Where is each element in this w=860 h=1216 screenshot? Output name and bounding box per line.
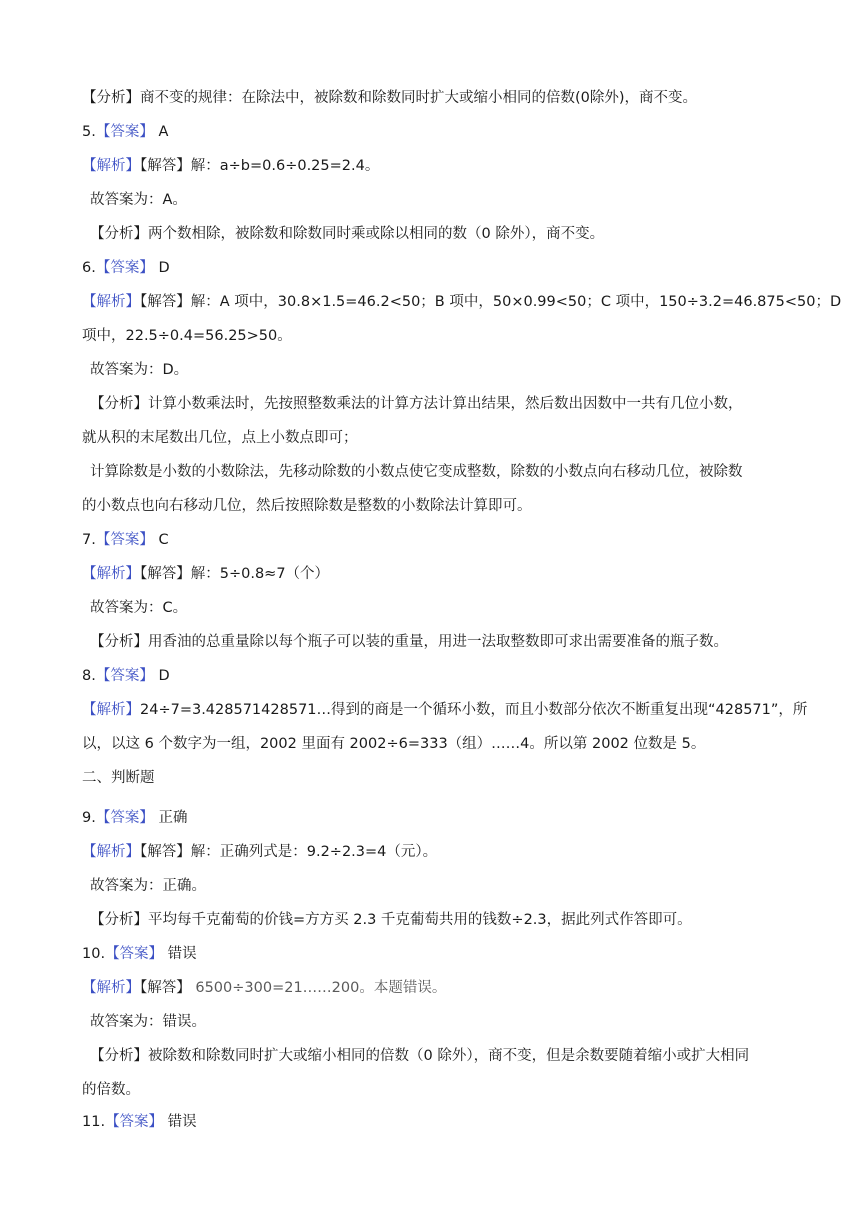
question-number: 5. bbox=[82, 124, 96, 140]
question-number: 9. bbox=[82, 810, 96, 826]
text: 解：a÷b=0.6÷0.25=2.4。 bbox=[190, 158, 380, 174]
text: 解：A 项中，30.8×1.5=46.2<50；B 项中，50×0.99<50；C 项中，150÷3.2=46.875<50；D bbox=[190, 294, 842, 310]
q10-answer-line bbox=[82, 944, 197, 964]
jieda-tag: 【解答】 bbox=[140, 566, 191, 582]
jieda-tag: 【解答】 bbox=[140, 294, 191, 310]
jiexi-tag: 【解析】 bbox=[82, 980, 140, 996]
question-number: 6. bbox=[82, 260, 96, 276]
question-number: 8. bbox=[82, 668, 96, 684]
q5-jiexi-line bbox=[82, 156, 379, 176]
text: 被除数和除数同时扩大或缩小相同的倍数（0 除外），商不变，但是余数要随着缩小或扩大相同 bbox=[148, 1048, 750, 1064]
answer-value: 错误 bbox=[163, 946, 197, 962]
text: 24÷7=3.428571428571…得到的商是一个循环小数，而且小数部分依次不断重复出现“428571”，所 bbox=[140, 702, 808, 718]
analysis-line bbox=[82, 88, 697, 108]
text: 两个数相除，被除数和除数同时乘或除以相同的数（0 除外），商不变。 bbox=[148, 226, 605, 242]
q11-answer-line bbox=[82, 1112, 197, 1132]
jiexi-tag: 【解析】 bbox=[82, 294, 140, 310]
q10-analysis-line-2: 的倍数。 bbox=[82, 1082, 140, 1098]
fenxi-tag: 【分析】 bbox=[90, 1048, 148, 1064]
fenxi-tag: 【分析】 bbox=[82, 90, 140, 106]
q10-jiexi-line bbox=[82, 978, 446, 998]
jiexi-tag: 【解析】 bbox=[82, 158, 140, 174]
jiexi-tag: 【解析】 bbox=[82, 566, 140, 582]
answer-tag: 【答案】 bbox=[95, 668, 154, 684]
fenxi-tag: 【分析】 bbox=[90, 634, 148, 650]
q6-analysis-line-3: 计算除数是小数的小数除法，先移动除数的小数点使它变成整数，除数的小数点向右移动几位，被除数 bbox=[90, 464, 743, 480]
jieda-tag: 【解答】 bbox=[140, 980, 191, 996]
q6-analysis-line bbox=[90, 394, 743, 414]
text: 计算小数乘法时，先按照整数乘法的计算方法计算出结果，然后数出因数中一共有几位小数， bbox=[148, 396, 743, 412]
fenxi-tag: 【分析】 bbox=[90, 396, 148, 412]
jieda-tag: 【解答】 bbox=[140, 158, 191, 174]
q6-answer-line bbox=[82, 258, 170, 278]
q8-answer-line bbox=[82, 666, 170, 686]
answer-tag: 【答案】 bbox=[95, 260, 154, 276]
q7-answer-line bbox=[82, 530, 169, 550]
answer-tag: 【答案】 bbox=[95, 810, 154, 826]
text: 6500÷300=21……200。本题错误。 bbox=[190, 980, 447, 996]
q8-jiexi-line-2: 以，以这 6 个数字为一组，2002 里面有 2002÷6=333（组）……4。所以第 2002 位数是 5。 bbox=[82, 736, 706, 752]
answer-tag: 【答案】 bbox=[95, 532, 154, 548]
answer-tag: 【答案】 bbox=[95, 124, 154, 140]
fenxi-tag: 【分析】 bbox=[90, 912, 148, 928]
question-number: 7. bbox=[82, 532, 96, 548]
answer-value: D bbox=[153, 260, 170, 276]
text: 解：正确列式是：9.2÷2.3=4（元）。 bbox=[190, 844, 438, 860]
section-heading: 二、判断题 bbox=[82, 770, 155, 786]
jieda-tag: 【解答】 bbox=[140, 844, 191, 860]
answer-value: A bbox=[153, 124, 169, 140]
q7-jiexi-line bbox=[82, 564, 329, 584]
fenxi-tag: 【分析】 bbox=[90, 226, 148, 242]
q7-analysis-line bbox=[90, 632, 728, 652]
text: 商不变的规律：在除法中，被除数和除数同时扩大或缩小相同的倍数(0除外)，商不变。 bbox=[140, 90, 698, 106]
q6-analysis-line-4: 的小数点也向右移动几位，然后按照除数是整数的小数除法计算即可。 bbox=[82, 498, 532, 514]
answer-value: C bbox=[153, 532, 169, 548]
answer-tag: 【答案】 bbox=[105, 1114, 164, 1130]
text: 用香油的总重量除以每个瓶子可以装的重量，用进一法取整数即可求出需要准备的瓶子数。 bbox=[148, 634, 728, 650]
q7-conclusion: 故答案为：C。 bbox=[90, 600, 188, 616]
question-number: 11. bbox=[82, 1114, 106, 1130]
q6-jiexi-line bbox=[82, 292, 841, 312]
q8-jiexi-line bbox=[82, 700, 807, 720]
q5-conclusion: 故答案为：A。 bbox=[90, 192, 187, 208]
q9-analysis-line bbox=[90, 910, 692, 930]
q5-analysis-line bbox=[90, 224, 604, 244]
q5-answer-line bbox=[82, 122, 168, 142]
answer-value: D bbox=[153, 668, 170, 684]
jiexi-tag: 【解析】 bbox=[82, 844, 140, 860]
q6-conclusion: 故答案为：D。 bbox=[90, 362, 189, 378]
q9-answer-line bbox=[82, 808, 187, 828]
answer-tag: 【答案】 bbox=[105, 946, 164, 962]
answer-value: 错误 bbox=[163, 1114, 197, 1130]
jiexi-tag: 【解析】 bbox=[82, 702, 140, 718]
q9-jiexi-line bbox=[82, 842, 437, 862]
text: 解：5÷0.8≈7（个） bbox=[190, 566, 330, 582]
q9-conclusion: 故答案为：正确。 bbox=[90, 878, 206, 894]
q10-analysis-line bbox=[90, 1046, 749, 1066]
q6-analysis-line-2: 就从积的末尾数出几位，点上小数点即可； bbox=[82, 430, 358, 446]
question-number: 10. bbox=[82, 946, 106, 962]
answer-value: 正确 bbox=[153, 810, 188, 826]
q6-jiexi-line-2: 项中，22.5÷0.4=56.25>50。 bbox=[82, 328, 292, 344]
text: 平均每千克葡萄的价钱=方方买 2.3 千克葡萄共用的钱数÷2.3，据此列式作答即可。 bbox=[148, 912, 692, 928]
q10-conclusion: 故答案为：错误。 bbox=[90, 1014, 206, 1030]
